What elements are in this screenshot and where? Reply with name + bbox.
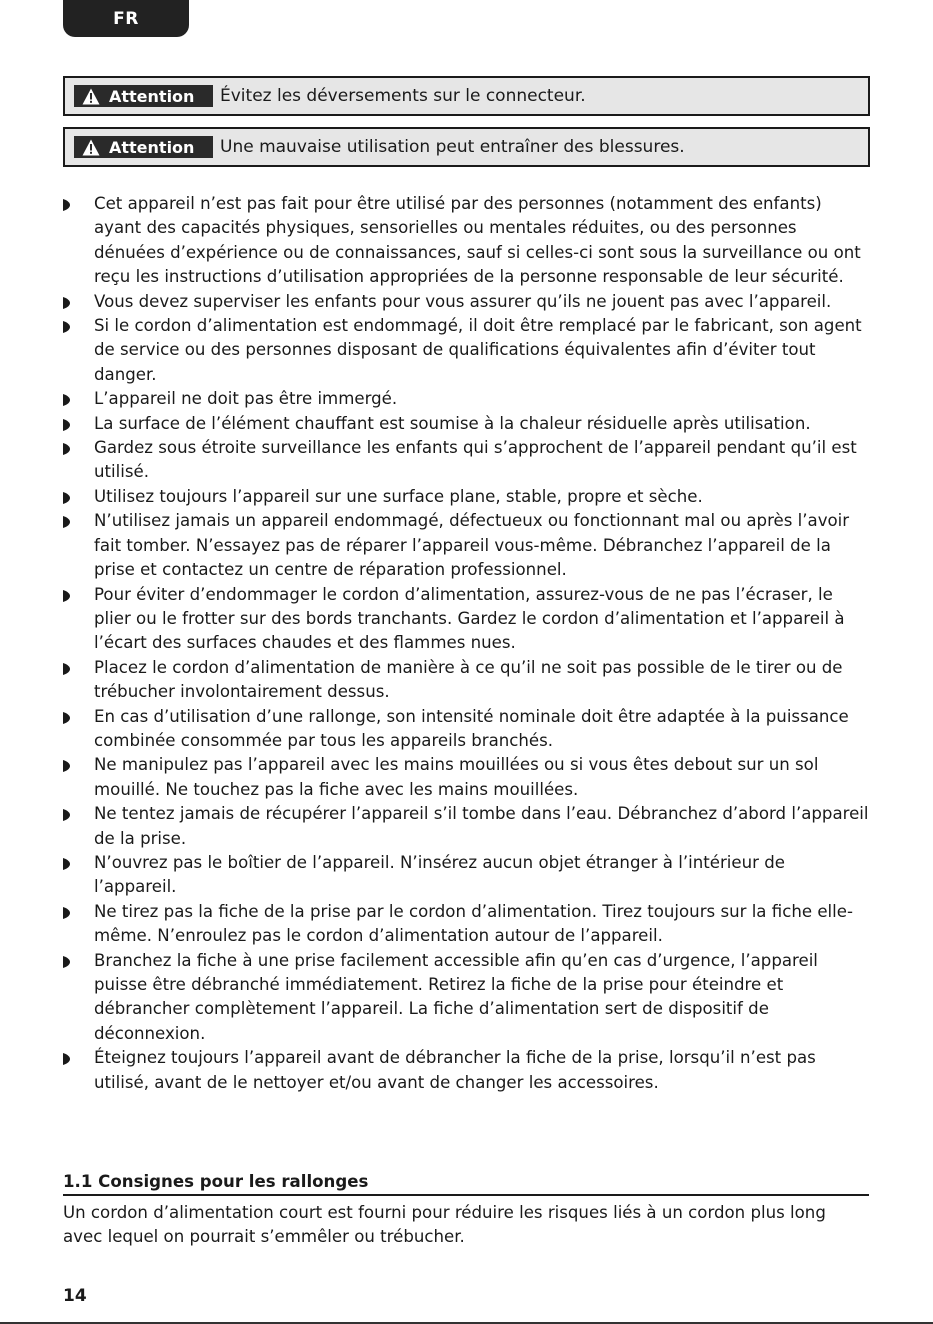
list-item (63, 656, 871, 705)
warning-box (63, 127, 870, 167)
list-item-text: En cas d’utilisation d’une rallonge, son intensité nominale doit être adaptée à la puissance combinée consommée par tous les appareils branchés. (94, 706, 849, 750)
list-item (63, 387, 871, 411)
bullet-arrow-icon (63, 443, 70, 455)
bullet-arrow-icon (63, 419, 70, 431)
list-item-text: Branchez la fiche à une prise facilement accessible afin qu’en cas d’urgence, l’appareil puisse être débranché immédiatement. Retirez la fiche de la prise pour éteindre et débrancher complètement l’appareil. La fiche d’alimentation sert de dispositif de déconnexion. (94, 950, 818, 1043)
list-item-text: Ne manipulez pas l’appareil avec les mains mouillées ou si vous êtes debout sur un sol mouillé. Ne touchez pas la fiche avec les mains mouillées. (94, 755, 819, 799)
list-item (63, 509, 871, 582)
list-item (63, 705, 871, 754)
warning-triangle-icon (82, 88, 100, 105)
list-item-text: Pour éviter d’endommager le cordon d’alimentation, assurez-vous de ne pas l’écraser, le plier ou le frotter sur des bords tranchants. Gardez le cordon d’alimentation et l’appareil à l’écart des surfaces chaudes et des flammes nues. (94, 584, 845, 653)
bullet-arrow-icon (63, 516, 70, 528)
warning-label (74, 136, 213, 158)
bullet-arrow-icon (63, 394, 70, 406)
list-item (63, 949, 871, 1047)
bullet-arrow-icon (63, 907, 70, 919)
bullet-arrow-icon (63, 1053, 70, 1065)
language-code: FR (113, 8, 139, 29)
bullet-arrow-icon (63, 760, 70, 772)
bullet-arrow-icon (63, 712, 70, 724)
section-paragraph: Un cordon d’alimentation court est fourni pour réduire les risques liés à un cordon plus long avec lequel on pourrait s’emmêler ou trébucher. (63, 1203, 826, 1247)
bullet-arrow-icon (63, 956, 70, 968)
list-item (63, 583, 871, 656)
list-item-text: Éteignez toujours l’appareil avant de débrancher la fiche de la prise, lorsqu’il n’est pas utilisé, avant de le nettoyer et/ou avant de changer les accessoires. (94, 1048, 816, 1092)
section-heading: 1.1 Consignes pour les rallonges (63, 1170, 869, 1196)
bullet-arrow-icon (63, 199, 70, 211)
list-item-text: Ne tirez pas la fiche de la prise par le cordon d’alimentation. Tirez toujours sur la fiche elle-même. N’enroulez pas le cordon d’alimentation autour de l’appareil. (94, 901, 853, 946)
warning-label-text: Attention (109, 137, 195, 157)
list-item-text: Cet appareil n’est pas fait pour être utilisé par des personnes (notamment des enfants) ayant des capacités physiques, sensorielles ou mentales réduites, ou des personnes dénuées d’expérience ou de connaissances, sauf si celles-ci sont sous la surveillance ou ont reçu les instructions d’utilisation appropriées de la personne responsable de leur sécurité. (94, 194, 861, 287)
warning-label (74, 85, 213, 107)
list-item-text: N’utilisez jamais un appareil endommagé, défectueux ou fonctionnant mal ou après l’avoir fait tomber. N’essayez pas de réparer l’appareil vous-même. Débranchez l’appareil de la prise et contactez un centre de réparation professionnel. (94, 511, 850, 580)
list-item-text: L’appareil ne doit pas être immergé. (94, 389, 398, 409)
list-item-text: Si le cordon d’alimentation est endommagé, il doit être remplacé par le fabricant, son agent de service ou des personnes disposant de qualifications équivalentes afin d’éviter tout danger. (94, 316, 862, 384)
list-item (63, 851, 871, 900)
list-item (63, 192, 871, 290)
language-tab (63, 0, 189, 37)
list-item-text: Gardez sous étroite surveillance les enfants qui s’approchent de l’appareil pendant qu’il est utilisé. (94, 438, 857, 482)
bullet-arrow-icon (63, 321, 70, 333)
list-item (63, 290, 871, 314)
page-number: 14 (63, 1286, 87, 1306)
list-item-text: Vous devez superviser les enfants pour vous assurer qu’ils ne jouent pas avec l’appareil. (94, 291, 832, 311)
list-item-text: Ne tentez jamais de récupérer l’appareil s’il tombe dans l’eau. Débranchez d’abord l’appareil de la prise. (94, 804, 869, 848)
list-item (63, 1046, 871, 1095)
warning-text: Évitez les déversements sur le connecteur. (220, 86, 586, 106)
bullet-arrow-icon (63, 809, 70, 821)
bullet-arrow-icon (63, 663, 70, 675)
list-item-text: Placez le cordon d’alimentation de manière à ce qu’il ne soit pas possible de le tirer ou de trébucher involontairement dessus. (94, 657, 843, 702)
bullet-arrow-icon (63, 297, 70, 309)
safety-instructions-list (63, 192, 871, 1095)
warning-label-text: Attention (109, 86, 195, 106)
list-item (63, 436, 871, 485)
bullet-arrow-icon (63, 858, 70, 870)
list-item (63, 314, 871, 387)
list-item-text: N’ouvrez pas le boîtier de l’appareil. N’insérez aucun objet étranger à l’intérieur de l’appareil. (94, 852, 785, 897)
list-item (63, 900, 871, 949)
list-item (63, 485, 871, 509)
list-item (63, 753, 871, 802)
bullet-arrow-icon (63, 492, 70, 504)
warning-triangle-icon (82, 139, 100, 156)
bullet-arrow-icon (63, 590, 70, 602)
list-item (63, 802, 871, 851)
list-item-text: Utilisez toujours l’appareil sur une surface plane, stable, propre et sèche. (94, 486, 703, 506)
warning-box (63, 76, 870, 116)
list-item (63, 412, 871, 436)
list-item-text: La surface de l’élément chauffant est soumise à la chaleur résiduelle après utilisation. (94, 413, 811, 433)
warning-text: Une mauvaise utilisation peut entraîner des blessures. (220, 137, 685, 157)
